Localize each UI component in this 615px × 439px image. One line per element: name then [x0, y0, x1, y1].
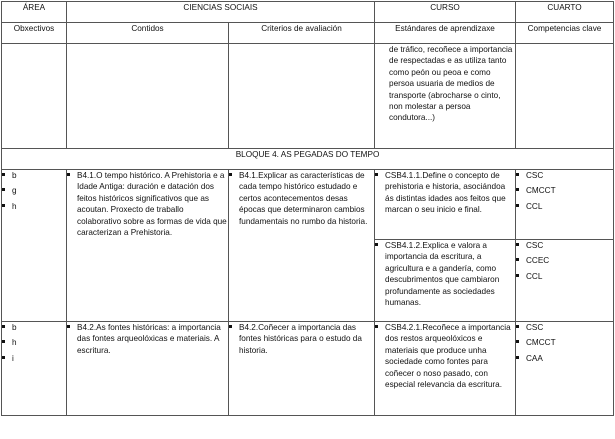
competence-item: CMCCT	[516, 337, 613, 348]
column-header-criteria: Criterios de avaliación	[229, 23, 375, 44]
block-title: BLOQUE 4. AS PEGADAS DO TEMPO	[2, 149, 614, 170]
column-header-competences: Competencias clave	[516, 23, 614, 44]
competence-item: CMCCT	[516, 185, 613, 196]
competences-list	[516, 322, 613, 364]
content-text: B4.2.As fontes históricas: a importancia das fontes arqueolóxicas e materiais. A escritura.	[67, 322, 228, 356]
course-value: CUARTO	[516, 2, 614, 23]
criterion-text: B4.1.Explicar as características de cada tempo histórico estudado e certos acontecementos desas épocas que determinaron cambios fundamentais no rumbo da historia.	[229, 170, 374, 227]
area-label: ÁREA	[2, 2, 67, 23]
block-title-row	[2, 149, 614, 170]
competences-list	[516, 170, 613, 212]
objectives-list	[2, 322, 66, 364]
course-label: CURSO	[375, 2, 516, 23]
column-header-standards: Estándares de aprendizaxe	[375, 23, 516, 44]
competence-item: CCL	[516, 271, 613, 282]
criterion-text: B4.2.Coñecer a importancia das fontes históricas para o estudo da historia.	[229, 322, 374, 356]
column-header-objectives: Obxectivos	[2, 23, 67, 44]
standard-text: CSB4.1.1.Define o concepto de prehistoria e historia, asociándoa ás distintas idades aos feitos que marcan o seu inicio e final.	[375, 170, 515, 216]
objectives-list	[2, 170, 66, 212]
objective-item: g	[2, 185, 66, 196]
table-row	[2, 170, 614, 240]
objective-item: h	[2, 337, 66, 348]
competence-item: CCEC	[516, 255, 613, 266]
competence-item: CSC	[516, 170, 613, 181]
objective-item: i	[2, 353, 66, 364]
standard-text: CSB4.2.1.Recoñece a importancia dos restos arqueolóxicos e materiais que produce unha sociedade como fontes para coñecer o noso pasado, con especial relevancia da escritura.	[375, 322, 515, 390]
content-text: B4.1.O tempo histórico. A Prehistoria e a Idade Antiga: duración e datación dos feitos históricos significativos que as acoutan. Proxecto de traballo colaborativo sobre as formas de vida que caracterizan a Prehistoria.	[67, 170, 228, 238]
subject-name: CIENCIAS SOCIAIS	[67, 2, 375, 23]
curriculum-table	[1, 1, 614, 416]
competences-list	[516, 240, 613, 282]
continuation-row	[2, 44, 614, 149]
competence-item: CCL	[516, 201, 613, 212]
competence-item: CSC	[516, 322, 613, 333]
header-row	[2, 2, 614, 23]
table-row	[2, 322, 614, 416]
standard-text: CSB4.1.2.Explica e valora a importancia da escritura, a agricultura e a gandería, como descubrimentos que cambiaron profundamente as sociedades humanas.	[375, 240, 515, 308]
objective-item: b	[2, 170, 66, 181]
objective-item: h	[2, 201, 66, 212]
objective-item: b	[2, 322, 66, 333]
competence-item: CSC	[516, 240, 613, 251]
standard-continuation-text: de tráfico, recoñece a importancia de respectadas e as utiliza tanto como peón ou peoa e como persoa usuaria de medios de transporte (abrocharse o cinto, non molestar a persoa condutora...)	[389, 45, 513, 123]
column-header-row	[2, 23, 614, 44]
competence-item: CAA	[516, 353, 613, 364]
column-header-contents: Contidos	[67, 23, 229, 44]
